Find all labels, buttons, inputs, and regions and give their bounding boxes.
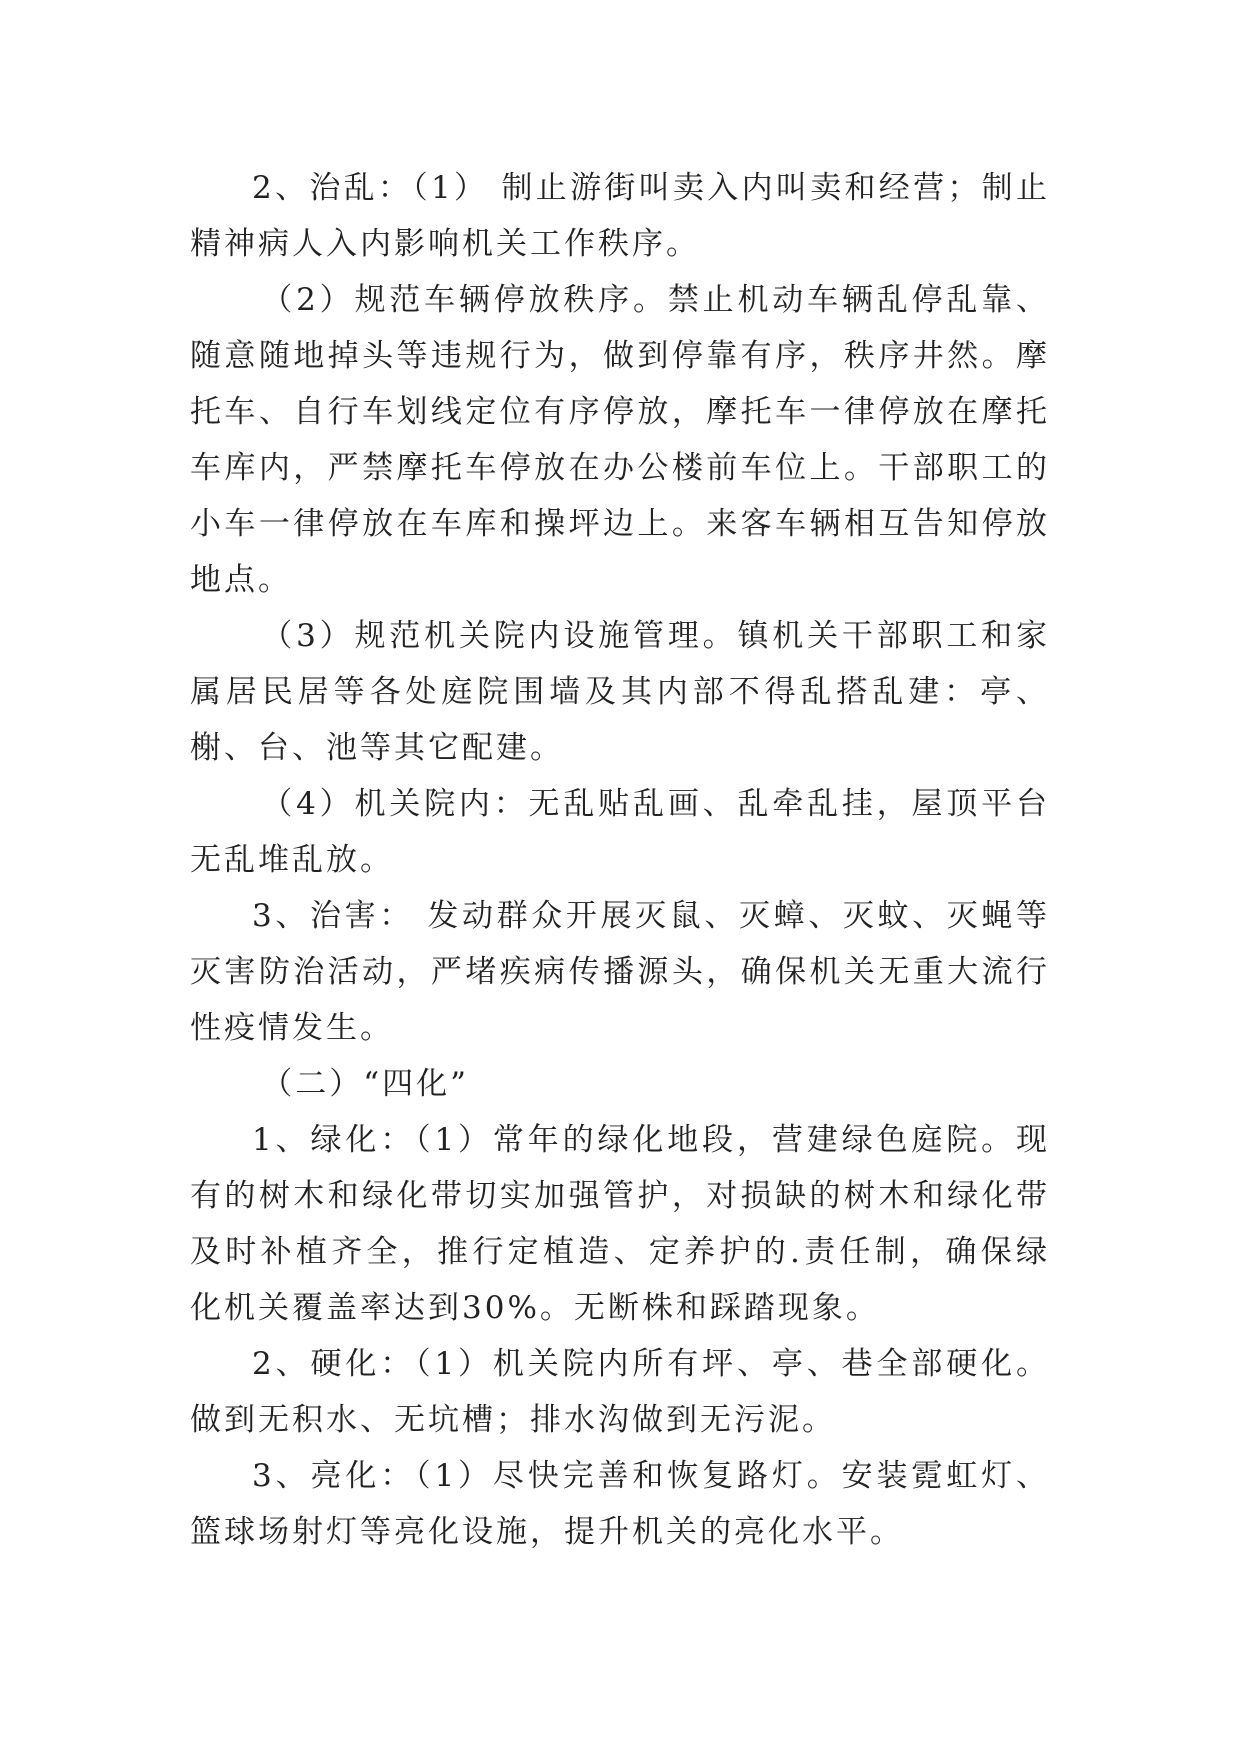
paragraph-vehicle-parking: （2）规范车辆停放秩序。禁止机动车辆乱停乱靠、随意随地掉头等违规行为，做到停靠有序，秩序井然。摩托车、自行车划线定位有序停放，摩托车一律停放在摩托车库内，严禁摩托车停放在办公楼前车位上。干部职工的小车一律停放在车库和操坪边上。来客车辆相互告知停放地点。 (190, 282, 1050, 598)
paragraph-hardening: 2、硬化：（1）机关院内所有坪、亭、巷全部硬化。做到无积水、无坑槽；排水沟做到无污泥。 (190, 1346, 1050, 1438)
document-body (190, 160, 1050, 1560)
paragraph-greening: 1、绿化：（1）常年的绿化地段，营建绿色庭院。现有的树木和绿化带切实加强管护，对损缺的树木和绿化带及时补植齐全，推行定植造、定养护的.责任制，确保绿化机关覆盖率达到30%。无断株和踩踏现象。 (190, 1122, 1050, 1326)
paragraph-zhiluan-intro: 2、治乱：（1） 制止游街叫卖入内叫卖和经营；制止精神病人入内影响机关工作秩序。 (190, 170, 1050, 262)
paragraph-courtyard-order: （4）机关院内：无乱贴乱画、乱牵乱挂，屋顶平台无乱堆乱放。 (190, 786, 1050, 878)
section-heading-sihua: （二）“四化” (261, 1066, 469, 1102)
paragraph-zhihai: 3、治害： 发动群众开展灭鼠、灭蟑、灭蚊、灭蝇等灭害防治活动，严堵疾病传播源头，确保机关无重大流行性疫情发生。 (190, 898, 1050, 1046)
paragraph-facility-management: （3）规范机关院内设施管理。镇机关干部职工和家属居民居等各处庭院围墙及其内部不得乱搭乱建：亭、榭、台、池等其它配建。 (190, 618, 1050, 766)
paragraph-lighting: 3、亮化：（1）尽快完善和恢复路灯。安装霓虹灯、篮球场射灯等亮化设施，提升机关的亮化水平。 (190, 1458, 1050, 1550)
